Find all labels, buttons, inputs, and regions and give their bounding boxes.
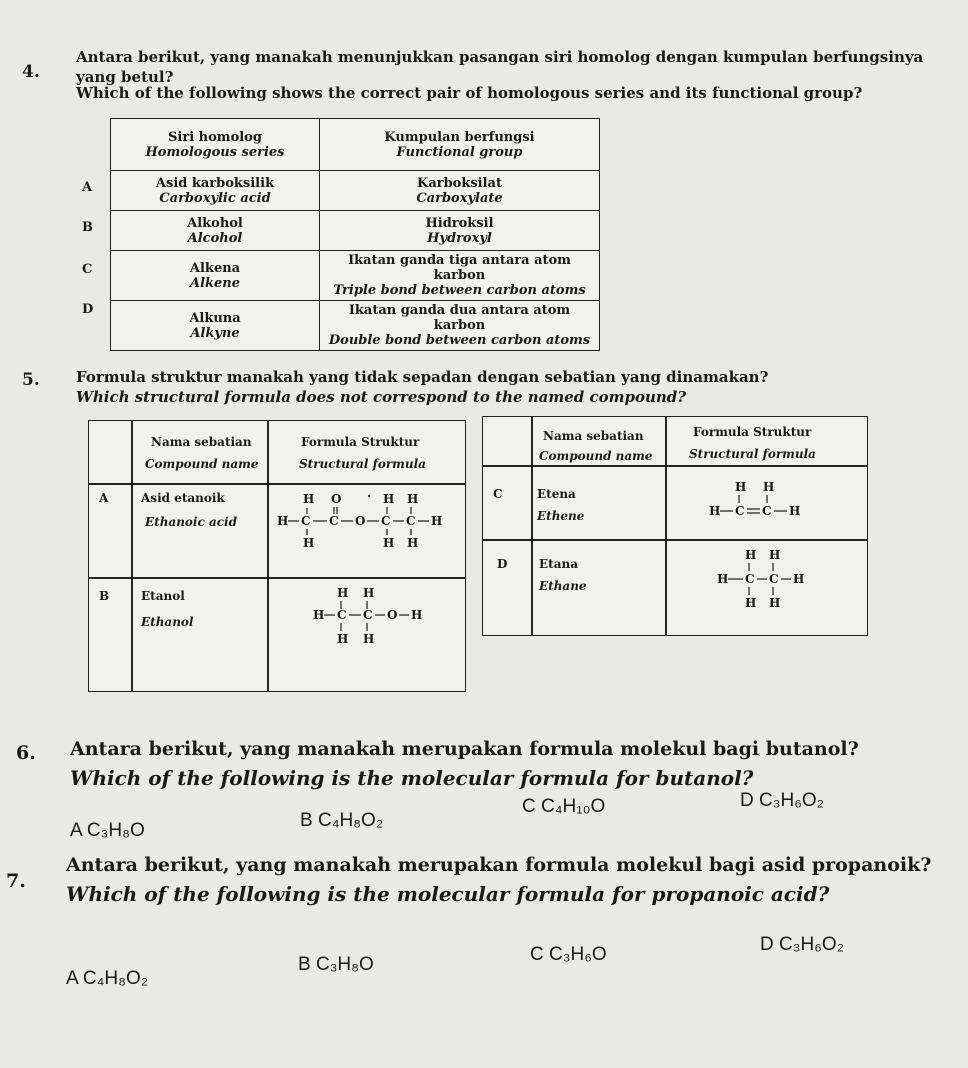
- q5-right-hdr-formula-ms: Formula Struktur: [693, 425, 812, 439]
- q6-option-d[interactable]: [740, 790, 824, 812]
- q7-option-b-letter: B: [298, 954, 311, 975]
- q4-malay-line2: yang betul?: [76, 68, 174, 86]
- q4-row-a-series-en: Carboxylic acid: [159, 190, 271, 206]
- q4-row-b-series-ms: Alkohol: [187, 215, 243, 231]
- svg-text:C: C: [745, 572, 755, 586]
- q4-row-a: [111, 171, 600, 211]
- q5-right-hline-1: [483, 465, 867, 467]
- q4-row-d-group-ms: Ikatan ganda dua antara atom karbon: [348, 303, 571, 333]
- q5-option-c-letter: C: [493, 487, 503, 501]
- q7-option-d-letter: D: [760, 934, 774, 955]
- q4-row-c-series-ms: Alkena: [189, 260, 241, 276]
- q5-option-d-letter: D: [497, 557, 508, 571]
- q7-option-a-formula: C₄H₈O₂: [82, 968, 149, 989]
- svg-text:H: H: [277, 514, 289, 528]
- q4-option-a-letter: A: [82, 180, 93, 195]
- q4-row-c-series-en: Alkene: [189, 275, 241, 291]
- svg-text:H: H: [709, 504, 721, 518]
- q7-option-b-formula: C₃H₈O: [315, 954, 374, 975]
- q6-option-b-letter: B: [300, 810, 313, 831]
- q6-option-d-formula: C₃H₆O₂: [759, 790, 825, 811]
- q4-row-a-group-en: Carboxylate: [416, 190, 503, 206]
- q4-number: 4.: [22, 62, 40, 82]
- q7-option-a-letter: A: [66, 968, 78, 989]
- svg-text:C: C: [735, 504, 745, 518]
- q4-header-group: [320, 119, 600, 171]
- svg-text:O: O: [331, 492, 342, 506]
- q5-left-hdr-name-en: Compound name: [145, 457, 259, 471]
- svg-text:H: H: [717, 572, 729, 586]
- q5-option-a-name-ms: Asid etanoik: [141, 491, 225, 505]
- q4-table: [110, 118, 600, 351]
- svg-text:C: C: [769, 572, 779, 586]
- q4-row-a-series-ms: Asid karboksilik: [155, 175, 275, 191]
- q5-right-table: [482, 416, 868, 636]
- q7-option-c-formula: C₃H₆O: [549, 944, 607, 965]
- q4-row-b-group-ms: Hidroksil: [425, 215, 494, 231]
- q4-row-b-group-en: Hydroxyl: [427, 230, 492, 246]
- svg-text:H: H: [745, 596, 757, 610]
- q5-right-hdr-formula-en: Structural formula: [689, 447, 816, 461]
- q5-right-divider-1: [531, 417, 533, 635]
- q5-english: Which structural formula does not correspond to the named compound?: [76, 388, 687, 406]
- q4-row-b: [111, 211, 600, 251]
- svg-text:C: C: [406, 514, 416, 528]
- q6-option-c-letter: C: [522, 796, 536, 817]
- q6-option-a[interactable]: [70, 820, 145, 842]
- q5-option-b-name-en: Ethanol: [141, 615, 194, 629]
- q6-english: Which of the following is the molecular formula for butanol?: [70, 766, 754, 790]
- svg-text:H: H: [431, 514, 443, 528]
- svg-text:C: C: [337, 608, 347, 622]
- svg-text:H: H: [313, 608, 325, 622]
- q5-left-hdr-name-ms: Nama sebatian: [151, 435, 252, 449]
- svg-text:H: H: [407, 492, 419, 506]
- svg-text:H: H: [769, 548, 781, 562]
- q5-right-hdr-name-en: Compound name: [539, 449, 653, 463]
- q7-option-d-formula: C₃H₆O₂: [779, 934, 845, 955]
- svg-text:C: C: [301, 514, 311, 528]
- q7-option-c-letter: C: [530, 944, 544, 965]
- svg-text:C: C: [363, 608, 373, 622]
- q5-left-hdr-formula-en: Structural formula: [299, 457, 426, 471]
- q4-row-d: [111, 301, 600, 351]
- svg-text:H: H: [793, 572, 805, 586]
- svg-text:O: O: [387, 608, 398, 622]
- q4-header-series: [111, 119, 320, 171]
- q5-option-b-letter: B: [99, 589, 110, 603]
- q5-option-a-letter: A: [99, 491, 109, 505]
- q5-left-divider-1: [131, 421, 133, 691]
- q7-malay: Antara berikut, yang manakah merupakan formula molekul bagi asid propanoik?: [66, 854, 932, 876]
- svg-text:H: H: [411, 608, 423, 622]
- svg-text:C: C: [329, 514, 339, 528]
- q4-row-c-group-ms: Ikatan ganda tiga antara atom karbon: [348, 253, 571, 283]
- q4-row-b-series-en: Alcohol: [187, 230, 243, 246]
- q5-option-d-structure: [673, 541, 863, 633]
- q4-option-c-letter: C: [82, 262, 93, 277]
- q5-option-c-structure: [673, 469, 863, 535]
- q5-left-table: [88, 420, 466, 692]
- svg-text:H: H: [303, 536, 315, 550]
- svg-text:H: H: [407, 536, 419, 550]
- q4-row-d-group-en: Double bond between carbon atoms: [328, 333, 591, 348]
- svg-text:H: H: [303, 492, 315, 506]
- svg-text:C: C: [381, 514, 391, 528]
- svg-text:H: H: [383, 536, 395, 550]
- q4-english: Which of the following shows the correct pair of homologous series and its functional group?: [76, 84, 863, 102]
- q4-option-b-letter: B: [82, 220, 93, 235]
- q4-row-a-group-ms: Karboksilat: [417, 175, 502, 191]
- q5-option-c-name-en: Ethene: [537, 509, 585, 523]
- q5-option-b-name-ms: Etanol: [141, 589, 185, 603]
- q5-option-c-name-ms: Etena: [537, 487, 576, 501]
- q7-english: Which of the following is the molecular formula for propanoic acid?: [66, 882, 830, 906]
- q4-malay-line1: Antara berikut, yang manakah menunjukkan pasangan siri homolog dengan kumpulan berfungsinya: [76, 48, 924, 66]
- q5-malay: Formula struktur manakah yang tidak sepadan dengan sebatian yang dinamakan?: [76, 368, 769, 386]
- svg-text:H: H: [383, 492, 395, 506]
- svg-text:H: H: [363, 632, 375, 646]
- q4-row-c-group-en: Triple bond between carbon atoms: [333, 283, 586, 298]
- svg-text:H: H: [745, 548, 757, 562]
- q5-option-d-name-ms: Etana: [539, 557, 578, 571]
- q5-right-hdr-name-ms: Nama sebatian: [543, 429, 644, 443]
- q5-left-hdr-formula-ms: Formula Struktur: [301, 435, 420, 449]
- svg-text:H: H: [337, 632, 349, 646]
- q6-option-c-formula: C₄H₁₀O: [541, 796, 606, 817]
- q5-option-a-structure: [271, 485, 461, 575]
- q4-header-group-ms: Kumpulan berfungsi: [384, 129, 535, 145]
- svg-text:H: H: [337, 586, 349, 600]
- q7-option-b[interactable]: [298, 954, 374, 976]
- svg-text:H: H: [789, 504, 801, 518]
- q6-malay: Antara berikut, yang manakah merupakan formula molekul bagi butanol?: [70, 738, 859, 760]
- q4-option-d-letter: D: [82, 302, 94, 317]
- q7-number: 7.: [6, 870, 26, 892]
- q5-option-a-name-en: Ethanoic acid: [145, 515, 237, 529]
- q6-option-b[interactable]: [300, 810, 383, 832]
- svg-text:.: .: [367, 486, 372, 500]
- q4-row-c: [111, 251, 600, 301]
- q6-option-a-formula: C₃H₈O: [86, 820, 145, 841]
- q6-option-a-letter: A: [70, 820, 82, 841]
- svg-text:H: H: [769, 596, 781, 610]
- svg-text:H: H: [763, 480, 775, 494]
- q4-header-group-en: Functional group: [396, 144, 523, 160]
- svg-text:H: H: [363, 586, 375, 600]
- q6-option-b-formula: C₄H₈O₂: [317, 810, 384, 831]
- q5-left-divider-2: [267, 421, 269, 691]
- q5-option-b-structure: [271, 579, 461, 669]
- q6-number: 6.: [16, 742, 36, 764]
- svg-text:O: O: [355, 514, 366, 528]
- q7-option-a[interactable]: [66, 968, 148, 990]
- q4-row-d-series-ms: Alkuna: [189, 310, 241, 326]
- q4-header-series-en: Homologous series: [145, 144, 285, 160]
- q7-option-c[interactable]: [530, 944, 607, 966]
- svg-text:C: C: [762, 504, 772, 518]
- q4-header-series-ms: Siri homolog: [168, 129, 262, 145]
- q4-row-d-series-en: Alkyne: [190, 325, 240, 341]
- q6-option-d-letter: D: [740, 790, 754, 811]
- q6-option-c[interactable]: [522, 796, 605, 818]
- q7-option-d[interactable]: [760, 934, 844, 956]
- svg-text:H: H: [735, 480, 747, 494]
- q5-number: 5.: [22, 370, 40, 390]
- q5-right-divider-2: [665, 417, 667, 635]
- q5-option-d-name-en: Ethane: [539, 579, 587, 593]
